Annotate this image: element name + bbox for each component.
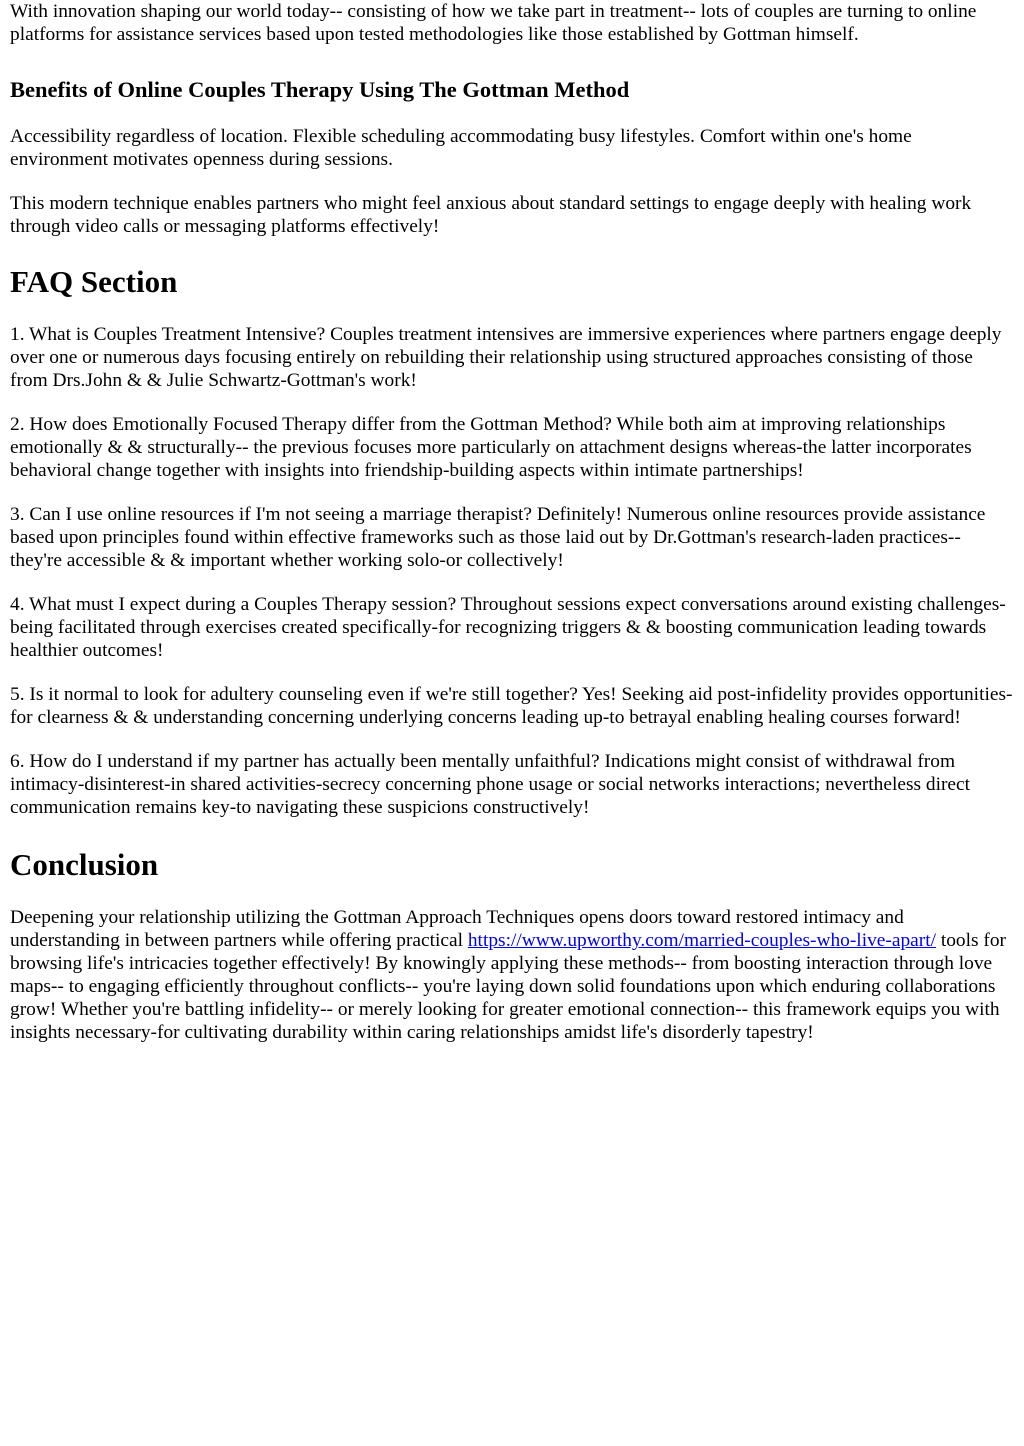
faq-item-5: 5. Is it normal to look for adultery counseling even if we're still together? Yes! Seeking aid post-infidelity provides opportunities-for clearness & & understanding concerning underlying concerns leading up-to betrayal enabling healing courses forward! bbox=[10, 684, 1013, 728]
benefits-paragraph-2: This modern technique enables partners who might feel anxious about standard settings to engage deeply with healing work through video calls or messaging platforms effectively! bbox=[10, 193, 972, 237]
faq-item-3: 3. Can I use online resources if I'm not seeing a marriage therapist? Definitely! Numerous online resources provide assistance based upon principles found within effective frameworks such as those laid out by Dr.Gottman's research-laden practices-- they're accessible & & important whether working solo-or collectively! bbox=[10, 504, 986, 571]
conclusion-paragraph bbox=[10, 906, 1014, 1044]
faq-item-2: 2. How does Emotionally Focused Therapy differ from the Gottman Method? While both aim at improving relationships emotionally & & structurally-- the previous focuses more particularly on attachment designs whereas-the latter incorporates behavioral change together with insights into friendship-building aspects within intimate partnerships! bbox=[10, 414, 972, 481]
faq-item-6: 6. How do I understand if my partner has actually been mentally unfaithful? Indications might consist of withdrawal from intimacy-disinterest-in shared activities-secrecy concerning phone usage or social networks interactions; nevertheless direct communication remains key-to navigating these suspicions constructively! bbox=[10, 751, 971, 818]
conclusion-text-before-link: Deepening your relationship utilizing the Gottman Approach Techniques opens doors toward restored intimacy and understanding in between partners while offering practical bbox=[10, 907, 904, 951]
conclusion-heading: Conclusion bbox=[10, 847, 159, 882]
conclusion-text-after-link: tools for browsing life's intricacies together effectively! By knowingly applying these methods-- from boosting interaction through love maps-- to engaging efficiently throughout conflicts-- you're laying down solid foundations upon which enduring collaborations grow! Whether you're battling infidelity-- or merely looking for greater emotional connection-- this framework equips you with insights necessary-for cultivating durability within caring relationships amidst life's disorderly tapestry! bbox=[10, 930, 1007, 1043]
benefits-paragraph-1: Accessibility regardless of location. Flexible scheduling accommodating busy lifestyles. Comfort within one's home environment motivates openness during sessions. bbox=[10, 126, 912, 170]
faq-item-1: 1. What is Couples Treatment Intensive? Couples treatment intensives are immersive experiences where partners engage deeply over one or numerous days focusing entirely on rebuilding their relationship using structured approaches consisting of those from Drs.John & & Julie Schwartz-Gottman's work! bbox=[10, 324, 1002, 391]
benefits-heading: Benefits of Online Couples Therapy Using The Gottman Method bbox=[10, 77, 630, 102]
faq-heading: FAQ Section bbox=[10, 264, 178, 299]
intro-paragraph: With innovation shaping our world today-- consisting of how we take part in treatment-- lots of couples are turning to online platforms for assistance services based upon tested methodologies like those established by Gottman himself. bbox=[10, 1, 977, 45]
upworthy-link[interactable]: https://www.upworthy.com/married-couples-who-live-apart/ bbox=[467, 930, 936, 951]
faq-item-4: 4. What must I expect during a Couples Therapy session? Throughout sessions expect conversations around existing challenges-being facilitated through exercises created specifically-for recognizing triggers & & boosting communication leading towards healthier outcomes! bbox=[10, 594, 1006, 661]
